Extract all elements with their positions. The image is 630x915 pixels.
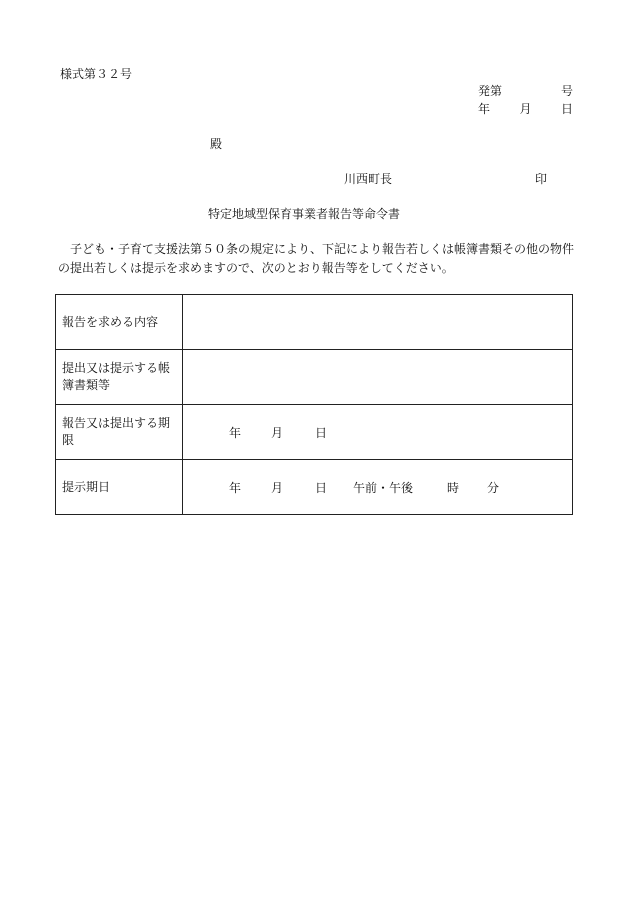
issue-prefix: 発第 bbox=[478, 84, 503, 98]
table-row bbox=[56, 350, 573, 405]
document-body: 子ども・子育て支援法第５０条の規定により、下記により報告若しくは帳簿書類その他の物件の提出若しくは提示を求めますので、次のとおり報告等をしてください。 bbox=[58, 242, 575, 275]
presentation-hour: 時 bbox=[447, 480, 460, 495]
issue-number-line bbox=[478, 84, 573, 99]
table-row bbox=[56, 405, 573, 460]
issue-date-line bbox=[478, 102, 573, 117]
date-year: 年 bbox=[478, 102, 491, 116]
row-value-presentation-date bbox=[183, 460, 573, 515]
seal-mark: 印 bbox=[535, 172, 548, 186]
document-title: 特定地域型保育事業者報告等命令書 bbox=[208, 207, 401, 221]
presentation-ampm: 午前・午後 bbox=[353, 480, 414, 495]
deadline-month: 月 bbox=[271, 425, 284, 440]
presentation-month: 月 bbox=[271, 480, 284, 495]
form-number: 様式第３２号 bbox=[60, 67, 133, 81]
issuer-title: 川西町長 bbox=[344, 172, 393, 186]
row-label-report-content: 報告を求める内容 bbox=[56, 295, 183, 350]
row-value-documents bbox=[183, 350, 573, 405]
date-month: 月 bbox=[519, 102, 532, 116]
row-value-deadline bbox=[183, 405, 573, 460]
table-row bbox=[56, 295, 573, 350]
addressee-honorific: 殿 bbox=[210, 137, 223, 151]
deadline-day: 日 bbox=[315, 425, 328, 440]
table-row bbox=[56, 460, 573, 515]
row-value-report-content bbox=[183, 295, 573, 350]
row-label-presentation-date: 提示期日 bbox=[56, 460, 183, 515]
request-table bbox=[55, 294, 573, 515]
row-label-deadline: 報告又は提出する期限 bbox=[56, 405, 183, 460]
issue-suffix: 号 bbox=[560, 84, 573, 98]
row-label-documents: 提出又は提示する帳簿書類等 bbox=[56, 350, 183, 405]
presentation-minute: 分 bbox=[487, 480, 500, 495]
presentation-day: 日 bbox=[315, 480, 328, 495]
deadline-year: 年 bbox=[229, 425, 242, 440]
presentation-year: 年 bbox=[229, 480, 242, 495]
date-day: 日 bbox=[560, 102, 573, 116]
